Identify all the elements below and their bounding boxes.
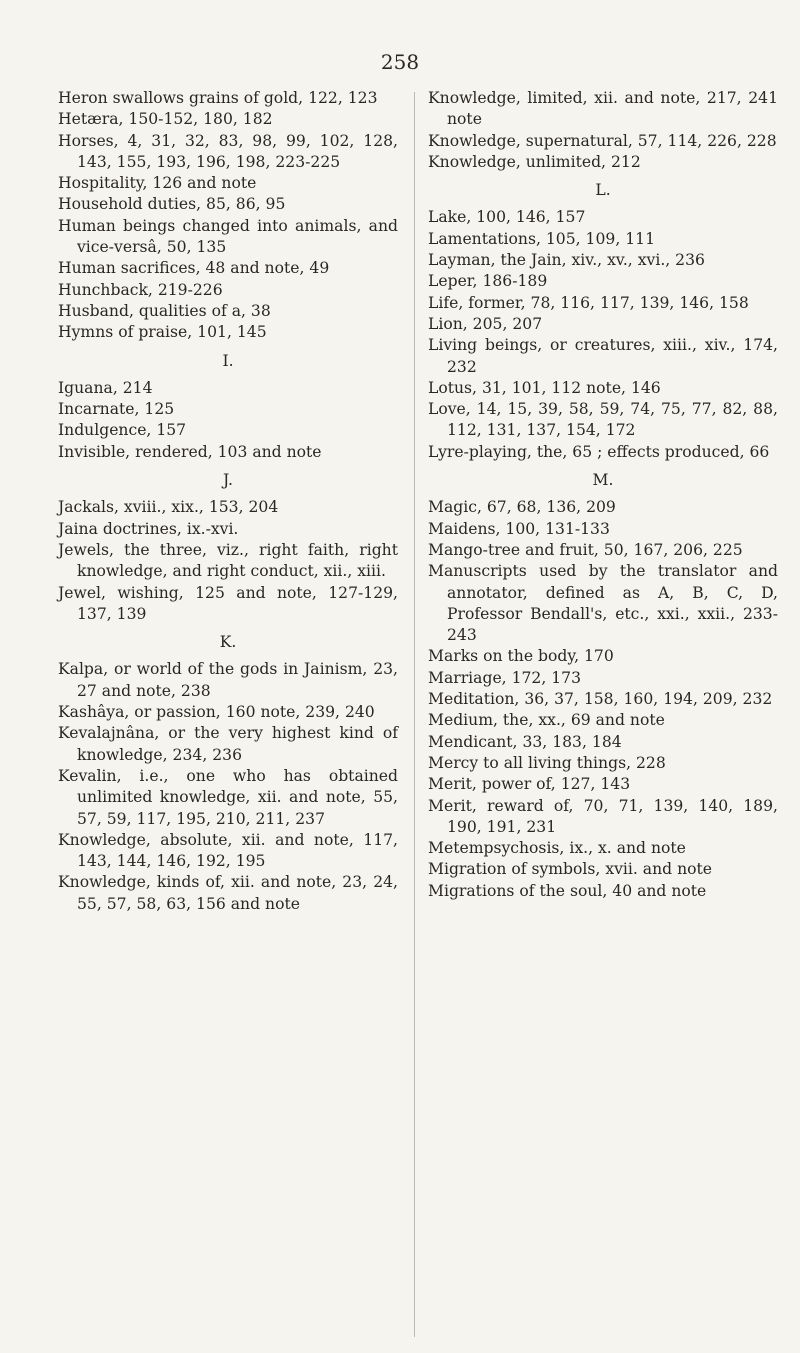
- index-entry: Knowledge, limited, xii. and note, 217, 241 note: [428, 89, 778, 129]
- index-entry: Lion, 205, 207: [428, 314, 543, 333]
- index-entry: Migration of symbols, xvii. and note: [428, 860, 713, 879]
- index-entry: Meditation, 36, 37, 158, 160, 194, 209, 232: [428, 690, 773, 709]
- index-entry: Iguana, 214: [58, 378, 153, 397]
- index-entry: Jaina doctrines, ix.-xvi.: [58, 519, 239, 538]
- index-entry: Indulgence, 157: [58, 421, 187, 440]
- index-entry: Husband, qualities of a, 38: [58, 301, 271, 320]
- index-entry: Household duties, 85, 86, 95: [58, 195, 286, 214]
- index-letter-heading: L.: [595, 181, 611, 200]
- index-entry: Merit, power of, 127, 143: [428, 775, 631, 794]
- index-entry: Invisible, rendered, 103 and note: [58, 442, 322, 461]
- index-entry: Kevalin, i.e., one who has obtained unlimited knowledge, xii. and note, 55, 57, 59, 117, 195, 210, 211, 237: [58, 766, 398, 828]
- column-divider: [414, 92, 415, 1337]
- index-entry: Life, former, 78, 116, 117, 139, 146, 158: [428, 293, 749, 312]
- index-entry: Migrations of the soul, 40 and note: [428, 881, 707, 900]
- index-entry: Metempsychosis, ix., x. and note: [428, 839, 686, 858]
- index-letter-heading: M.: [592, 471, 614, 490]
- index-entry: Marriage, 172, 173: [428, 668, 582, 687]
- index-entry: Heron swallows grains of gold, 122, 123: [58, 89, 378, 107]
- index-entry: Horses, 4, 31, 32, 83, 98, 99, 102, 128, 143, 155, 193, 196, 198, 223-225: [58, 131, 398, 171]
- index-entry: Knowledge, unlimited, 212: [428, 152, 641, 171]
- index-entry: Hymns of praise, 101, 145: [58, 323, 267, 342]
- index-entry: Mercy to all living things, 228: [428, 753, 666, 772]
- index-entry: Manuscripts used by the translator and annotator, defined as A, B, C, D, Professor Bendall's, etc., xxi., xxii., 233-243: [428, 562, 778, 645]
- index-entry: Love, 14, 15, 39, 58, 59, 74, 75, 77, 82, 88, 112, 131, 137, 154, 172: [428, 400, 778, 440]
- index-letter-heading: J.: [223, 471, 233, 490]
- index-entry: Merit, reward of, 70, 71, 139, 140, 189, 190, 191, 231: [428, 796, 778, 836]
- page-number: 258: [380, 50, 420, 74]
- index-entry: Human sacrifices, 48 and note, 49: [58, 259, 330, 278]
- index-entry: Kevalajnâna, or the very highest kind of knowledge, 234, 236: [58, 724, 398, 764]
- index-entry: Knowledge, absolute, xii. and note, 117, 143, 144, 146, 192, 195: [58, 830, 398, 871]
- index-entry: Incarnate, 125: [58, 400, 175, 419]
- index-entry: Maidens, 100, 131-133: [428, 519, 610, 538]
- index-entry: Marks on the body, 170: [428, 647, 614, 666]
- index-letter-heading: K.: [219, 633, 237, 652]
- index-column-left: [58, 88, 398, 915]
- index-entry: Jewels, the three, viz., right faith, right knowledge, and right conduct, xii., xiii.: [58, 540, 398, 581]
- index-entry: Layman, the Jain, xiv., xv., xvi., 236: [428, 251, 705, 270]
- index-entry: Lyre-playing, the, 65 ; effects produced, 66: [428, 442, 770, 461]
- index-entry: Medium, the, xx., 69 and note: [428, 711, 665, 730]
- index-entry: Jewel, wishing, 125 and note, 127-129, 137, 139: [58, 583, 398, 623]
- index-entry: Knowledge, kinds of, xii. and note, 23, 24, 55, 57, 58, 63, 156 and note: [58, 873, 398, 913]
- index-entry: Hospitality, 126 and note: [58, 174, 257, 193]
- index-entry: Kashâya, or passion, 160 note, 239, 240: [58, 703, 375, 722]
- index-entry: Living beings, or creatures, xiii., xiv., 174, 232: [428, 336, 778, 376]
- index-column-right: [428, 88, 778, 902]
- index-entry: Magic, 67, 68, 136, 209: [428, 498, 616, 517]
- index-entry: Mendicant, 33, 183, 184: [428, 732, 622, 751]
- index-entry: Leper, 186-189: [428, 272, 548, 291]
- index-entry: Hetæra, 150-152, 180, 182: [58, 110, 273, 129]
- index-entry: Mango-tree and fruit, 50, 167, 206, 225: [428, 540, 743, 559]
- index-entry: Lamentations, 105, 109, 111: [428, 229, 655, 248]
- index-letter-heading: I.: [222, 351, 234, 370]
- index-entry: Knowledge, supernatural, 57, 114, 226, 228: [428, 131, 777, 150]
- index-entry: Lake, 100, 146, 157: [428, 208, 586, 227]
- index-entry: Human beings changed into animals, and vice-versâ, 50, 135: [58, 216, 398, 257]
- index-entry: Lotus, 31, 101, 112 note, 146: [428, 378, 661, 397]
- index-entry: Jackals, xviii., xix., 153, 204: [58, 498, 279, 517]
- index-entry: Kalpa, or world of the gods in Jainism, 23, 27 and note, 238: [58, 660, 398, 700]
- index-entry: Hunchback, 219-226: [58, 280, 223, 299]
